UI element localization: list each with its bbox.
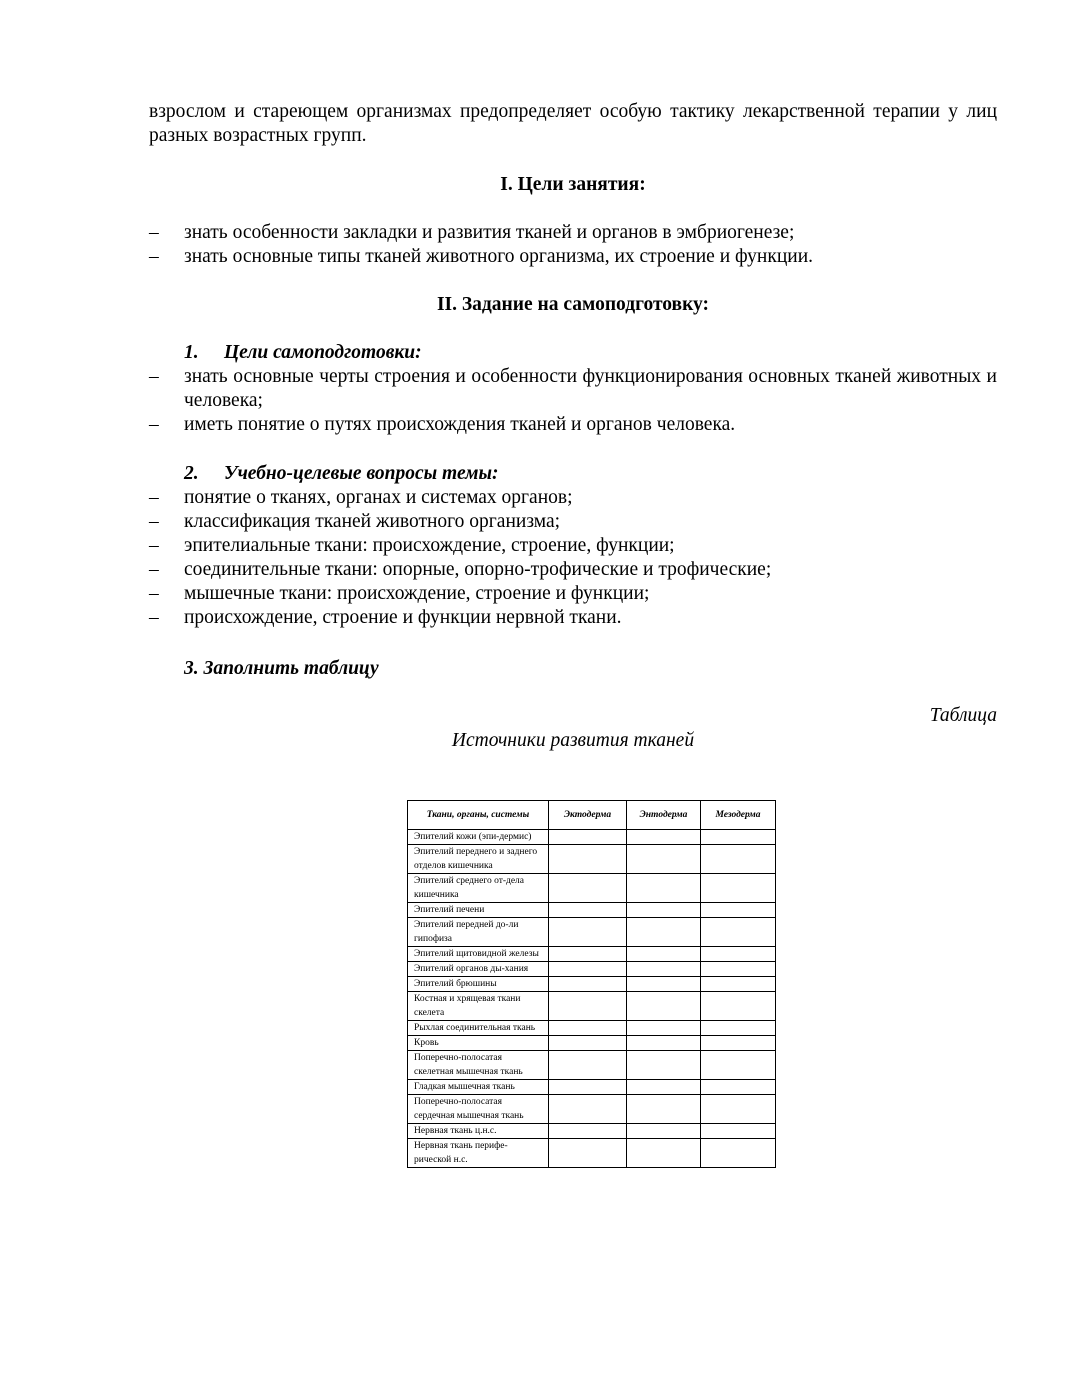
sub2-number: 2. bbox=[184, 463, 199, 484]
mesoderm-cell[interactable] bbox=[701, 992, 776, 1021]
ectoderm-cell[interactable] bbox=[549, 1036, 627, 1051]
table-row bbox=[408, 874, 776, 903]
ectoderm-cell[interactable] bbox=[549, 1095, 627, 1124]
header-mesoderm: Мезодерма bbox=[701, 801, 776, 830]
tissue-name-cell: Эпителий среднего от-дела кишечника bbox=[408, 874, 549, 903]
endoderm-cell[interactable] bbox=[627, 962, 701, 977]
endoderm-cell[interactable] bbox=[627, 1095, 701, 1124]
sub1-heading bbox=[184, 341, 422, 365]
table-caption: Таблица bbox=[929, 705, 997, 726]
ectoderm-cell[interactable] bbox=[549, 830, 627, 845]
table-body bbox=[408, 830, 776, 1168]
table-row bbox=[408, 1139, 776, 1168]
tissue-name-cell: Поперечно-полосатая сердечная мышечная ткань bbox=[408, 1095, 549, 1124]
list-dash: – bbox=[149, 559, 159, 580]
list-item: – знать основные типы тканей животного организма, их строение и функции. bbox=[149, 246, 814, 267]
table-row bbox=[408, 1021, 776, 1036]
list-dash: – bbox=[149, 535, 159, 556]
mesoderm-cell[interactable] bbox=[701, 1080, 776, 1095]
table-row bbox=[408, 977, 776, 992]
table-row bbox=[408, 947, 776, 962]
ectoderm-cell[interactable] bbox=[549, 977, 627, 992]
endoderm-cell[interactable] bbox=[627, 918, 701, 947]
ectoderm-cell[interactable] bbox=[549, 1124, 627, 1139]
mesoderm-cell[interactable] bbox=[701, 947, 776, 962]
table-row bbox=[408, 845, 776, 874]
table-row bbox=[408, 1036, 776, 1051]
ectoderm-cell[interactable] bbox=[549, 1080, 627, 1095]
mesoderm-cell[interactable] bbox=[701, 1021, 776, 1036]
sub1-title: Цели самоподготовки: bbox=[224, 342, 422, 363]
list-item: – эпителиальные ткани: происхождение, строение, функции; bbox=[149, 535, 675, 556]
intro-paragraph: взрослом и стареющем организмах предопределяет особую тактику лекарственной терапии у лиц разных возрастных групп. bbox=[149, 101, 997, 146]
endoderm-cell[interactable] bbox=[627, 845, 701, 874]
ectoderm-cell[interactable] bbox=[549, 845, 627, 874]
ectoderm-cell[interactable] bbox=[549, 947, 627, 962]
mesoderm-cell[interactable] bbox=[701, 1036, 776, 1051]
list-dash: – bbox=[149, 246, 159, 267]
endoderm-cell[interactable] bbox=[627, 1036, 701, 1051]
table-row bbox=[408, 830, 776, 845]
mesoderm-cell[interactable] bbox=[701, 1124, 776, 1139]
endoderm-cell[interactable] bbox=[627, 947, 701, 962]
list-item: – знать основные черты строения и особенности функционирования основных тканей животных и человека; bbox=[149, 366, 997, 411]
tissue-name-cell: Нервная ткань ц.н.с. bbox=[408, 1124, 549, 1139]
list-dash: – bbox=[149, 487, 159, 508]
mesoderm-cell[interactable] bbox=[701, 874, 776, 903]
header-ectoderm: Эктодерма bbox=[549, 801, 627, 830]
ectoderm-cell[interactable] bbox=[549, 962, 627, 977]
list-item: – соединительные ткани: опорные, опорно-трофические и трофические; bbox=[149, 559, 772, 580]
header-tissues: Ткани, органы, системы bbox=[408, 801, 549, 830]
section1-heading: I. Цели занятия: bbox=[500, 174, 646, 195]
mesoderm-cell[interactable] bbox=[701, 903, 776, 918]
tissue-sources-table bbox=[407, 800, 776, 1168]
table-title: Источники развития тканей bbox=[451, 730, 695, 751]
tissue-name-cell: Эпителий печени bbox=[408, 903, 549, 918]
list-item: – происхождение, строение и функции нервной ткани. bbox=[149, 607, 622, 628]
list-item: – знать особенности закладки и развития тканей и органов в эмбриогенезе; bbox=[149, 222, 795, 243]
tissue-name-cell: Костная и хрящевая ткани скелета bbox=[408, 992, 549, 1021]
table-row bbox=[408, 962, 776, 977]
tissue-name-cell: Нервная ткань перифе-рической н.с. bbox=[408, 1139, 549, 1168]
tissue-name-cell: Гладкая мышечная ткань bbox=[408, 1080, 549, 1095]
ectoderm-cell[interactable] bbox=[549, 1051, 627, 1080]
list-dash: – bbox=[149, 583, 159, 604]
endoderm-cell[interactable] bbox=[627, 992, 701, 1021]
tissue-name-cell: Эпителий передней до-ли гипофиза bbox=[408, 918, 549, 947]
tissue-name-cell: Поперечно-полосатая скелетная мышечная ткань bbox=[408, 1051, 549, 1080]
ectoderm-cell[interactable] bbox=[549, 918, 627, 947]
ectoderm-cell[interactable] bbox=[549, 874, 627, 903]
ectoderm-cell[interactable] bbox=[549, 1139, 627, 1168]
tissue-name-cell: Кровь bbox=[408, 1036, 549, 1051]
ectoderm-cell[interactable] bbox=[549, 903, 627, 918]
endoderm-cell[interactable] bbox=[627, 903, 701, 918]
tissue-name-cell: Эпителий кожи (эпи-дермис) bbox=[408, 830, 549, 845]
sub1-number: 1. bbox=[184, 342, 199, 363]
table-row bbox=[408, 918, 776, 947]
endoderm-cell[interactable] bbox=[627, 830, 701, 845]
mesoderm-cell[interactable] bbox=[701, 962, 776, 977]
tissue-name-cell: Эпителий брюшины bbox=[408, 977, 549, 992]
list-item: – понятие о тканях, органах и системах органов; bbox=[149, 487, 573, 508]
list-dash: – bbox=[149, 511, 159, 532]
table-row bbox=[408, 992, 776, 1021]
list-item: – классификация тканей животного организма; bbox=[149, 511, 561, 532]
table-row bbox=[408, 1124, 776, 1139]
sub2-list bbox=[149, 486, 997, 630]
ectoderm-cell[interactable] bbox=[549, 1021, 627, 1036]
tissue-name-cell: Эпителий щитовидной железы bbox=[408, 947, 549, 962]
mesoderm-cell[interactable] bbox=[701, 1051, 776, 1080]
tissue-name-cell: Эпителий органов ды-хания bbox=[408, 962, 549, 977]
sub2-title: Учебно-целевые вопросы темы: bbox=[224, 463, 499, 484]
list-item: – иметь понятие о путях происхождения тканей и органов человека. bbox=[149, 414, 736, 435]
mesoderm-cell[interactable] bbox=[701, 918, 776, 947]
section2-heading: II. Задание на самоподготовку: bbox=[436, 294, 710, 315]
list-dash: – bbox=[149, 222, 159, 243]
table-row bbox=[408, 1095, 776, 1124]
tissue-name-cell: Рыхлая соединительная ткань bbox=[408, 1021, 549, 1036]
endoderm-cell[interactable] bbox=[627, 1080, 701, 1095]
mesoderm-cell[interactable] bbox=[701, 977, 776, 992]
table-header-row bbox=[408, 801, 776, 830]
endoderm-cell[interactable] bbox=[627, 1021, 701, 1036]
mesoderm-cell[interactable] bbox=[701, 1139, 776, 1168]
endoderm-cell[interactable] bbox=[627, 1051, 701, 1080]
ectoderm-cell[interactable] bbox=[549, 992, 627, 1021]
endoderm-cell[interactable] bbox=[627, 977, 701, 992]
list-dash: – bbox=[149, 366, 159, 387]
tissue-name-cell: Эпителий переднего и заднего отделов кишечника bbox=[408, 845, 549, 874]
header-endoderm: Энтодерма bbox=[627, 801, 701, 830]
mesoderm-cell[interactable] bbox=[701, 1095, 776, 1124]
sub3-heading: 3. Заполнить таблицу bbox=[184, 658, 379, 679]
sub1-list bbox=[149, 365, 997, 437]
table-row bbox=[408, 903, 776, 918]
endoderm-cell[interactable] bbox=[627, 1124, 701, 1139]
table-row bbox=[408, 1080, 776, 1095]
section1-list bbox=[149, 221, 997, 269]
table-row bbox=[408, 1051, 776, 1080]
mesoderm-cell[interactable] bbox=[701, 845, 776, 874]
list-dash: – bbox=[149, 607, 159, 628]
sub2-heading bbox=[184, 462, 499, 486]
endoderm-cell[interactable] bbox=[627, 1139, 701, 1168]
list-item: – мышечные ткани: происхождение, строение и функции; bbox=[149, 583, 650, 604]
endoderm-cell[interactable] bbox=[627, 874, 701, 903]
list-dash: – bbox=[149, 414, 159, 435]
mesoderm-cell[interactable] bbox=[701, 830, 776, 845]
